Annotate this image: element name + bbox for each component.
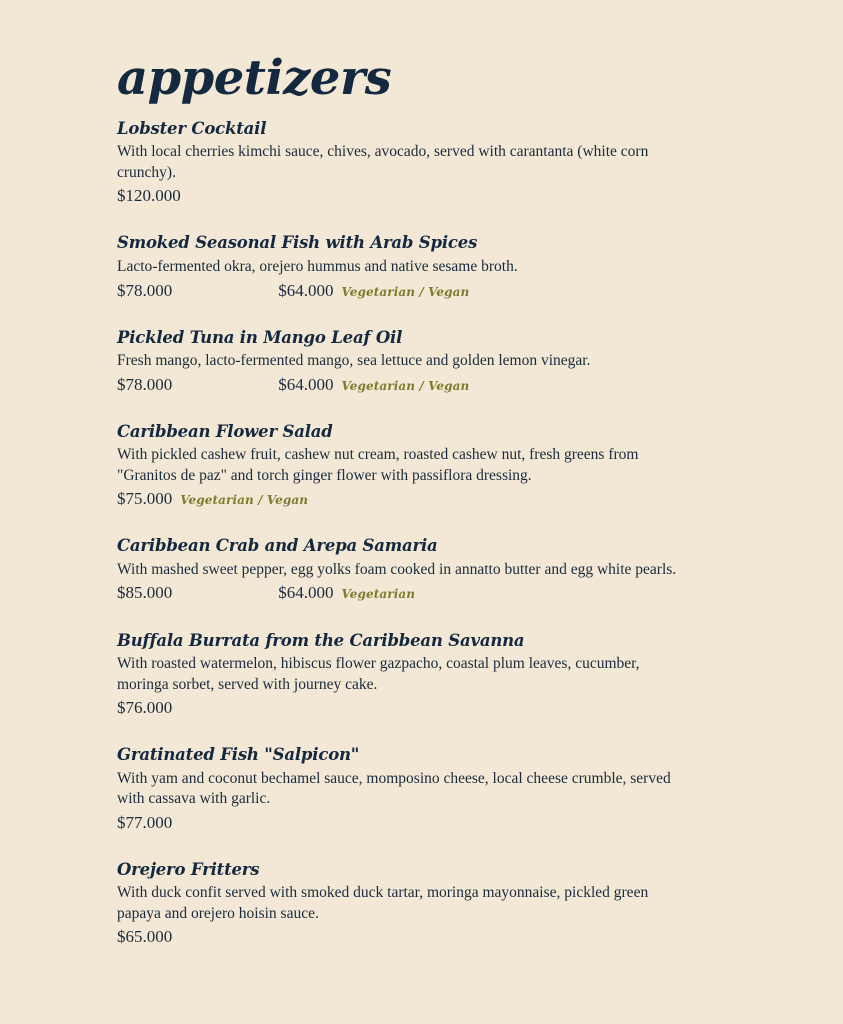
diet-badge: Vegetarian / Vegan — [341, 284, 470, 299]
menu-item-price: $85.000 — [117, 583, 173, 603]
menu-item-price-row — [117, 812, 773, 834]
diet-badge: Vegetarian / Vegan — [341, 378, 470, 393]
menu-item-price: $65.000 — [117, 927, 173, 947]
menu-item-name: Smoked Seasonal Fish with Arab Spices — [117, 233, 478, 253]
menu-item-price-row — [117, 697, 773, 719]
menu-item-name: Buffala Burrata from the Caribbean Savanna — [117, 630, 525, 650]
menu-item — [117, 536, 773, 604]
menu-item-description: With local cherries kimchi sauce, chives, avocado, served with carantanta (white corn crunchy). — [117, 143, 649, 181]
menu-item-name: Pickled Tuna in Mango Leaf Oil — [117, 327, 403, 347]
menu-item-list — [117, 119, 773, 949]
menu-item-price-row — [117, 374, 773, 396]
menu-item-price: $75.000 — [117, 489, 173, 509]
menu-item-alt-price: $64.000 — [278, 280, 334, 300]
menu-item — [117, 422, 773, 511]
menu-item-price-row — [117, 582, 773, 604]
menu-item-price-row — [117, 280, 773, 302]
menu-item-description: Lacto-fermented okra, orejero hummus and native sesame broth. — [117, 258, 518, 276]
menu-item-name: Orejero Fritters — [117, 859, 260, 879]
menu-item-name: Caribbean Flower Salad — [117, 421, 333, 441]
menu-item-price: $78.000 — [117, 280, 173, 300]
menu-item-description: With duck confit served with smoked duck tartar, moringa mayonnaise, pickled green papaya and orejero hoisin sauce. — [117, 884, 649, 922]
menu-item — [117, 328, 773, 396]
menu-item-alt-price: $64.000 — [278, 583, 334, 603]
menu-item — [117, 745, 773, 834]
menu-item — [117, 233, 773, 301]
menu-item-price: $120.000 — [117, 186, 181, 206]
menu-item-price: $76.000 — [117, 698, 173, 718]
menu-item-description: With roasted watermelon, hibiscus flower gazpacho, coastal plum leaves, cucumber, moringa sorbet, served with journey cake. — [117, 655, 640, 693]
menu-item-description: With pickled cashew fruit, cashew nut cream, roasted cashew nut, fresh greens from "Granitos de paz" and torch ginger flower with passiflora dressing. — [117, 446, 639, 484]
page-title: appetizers — [117, 50, 392, 106]
menu-item — [117, 860, 773, 949]
menu-item-price: $77.000 — [117, 812, 173, 832]
menu-item-description: With mashed sweet pepper, egg yolks foam cooked in annatto butter and egg white pearls. — [117, 561, 677, 579]
menu-item-name: Gratinated Fish "Salpicon" — [117, 745, 360, 765]
menu-item-price: $78.000 — [117, 374, 173, 394]
diet-badge: Vegetarian / Vegan — [180, 493, 309, 508]
menu-item-price-row — [117, 926, 773, 948]
menu-item-name: Lobster Cocktail — [117, 118, 267, 138]
menu-item — [117, 119, 773, 208]
menu-item-description: Fresh mango, lacto-fermented mango, sea lettuce and golden lemon vinegar. — [117, 352, 591, 370]
menu-item-description: With yam and coconut bechamel sauce, momposino cheese, local cheese crumble, served with cassava with garlic. — [117, 769, 671, 808]
menu-item-price-row — [117, 488, 773, 510]
menu-item-price-row — [117, 185, 773, 207]
diet-badge: Vegetarian — [341, 587, 416, 602]
menu-item — [117, 631, 773, 720]
menu-item-name: Caribbean Crab and Arepa Samaria — [117, 536, 438, 556]
menu-item-alt-price: $64.000 — [278, 374, 334, 394]
